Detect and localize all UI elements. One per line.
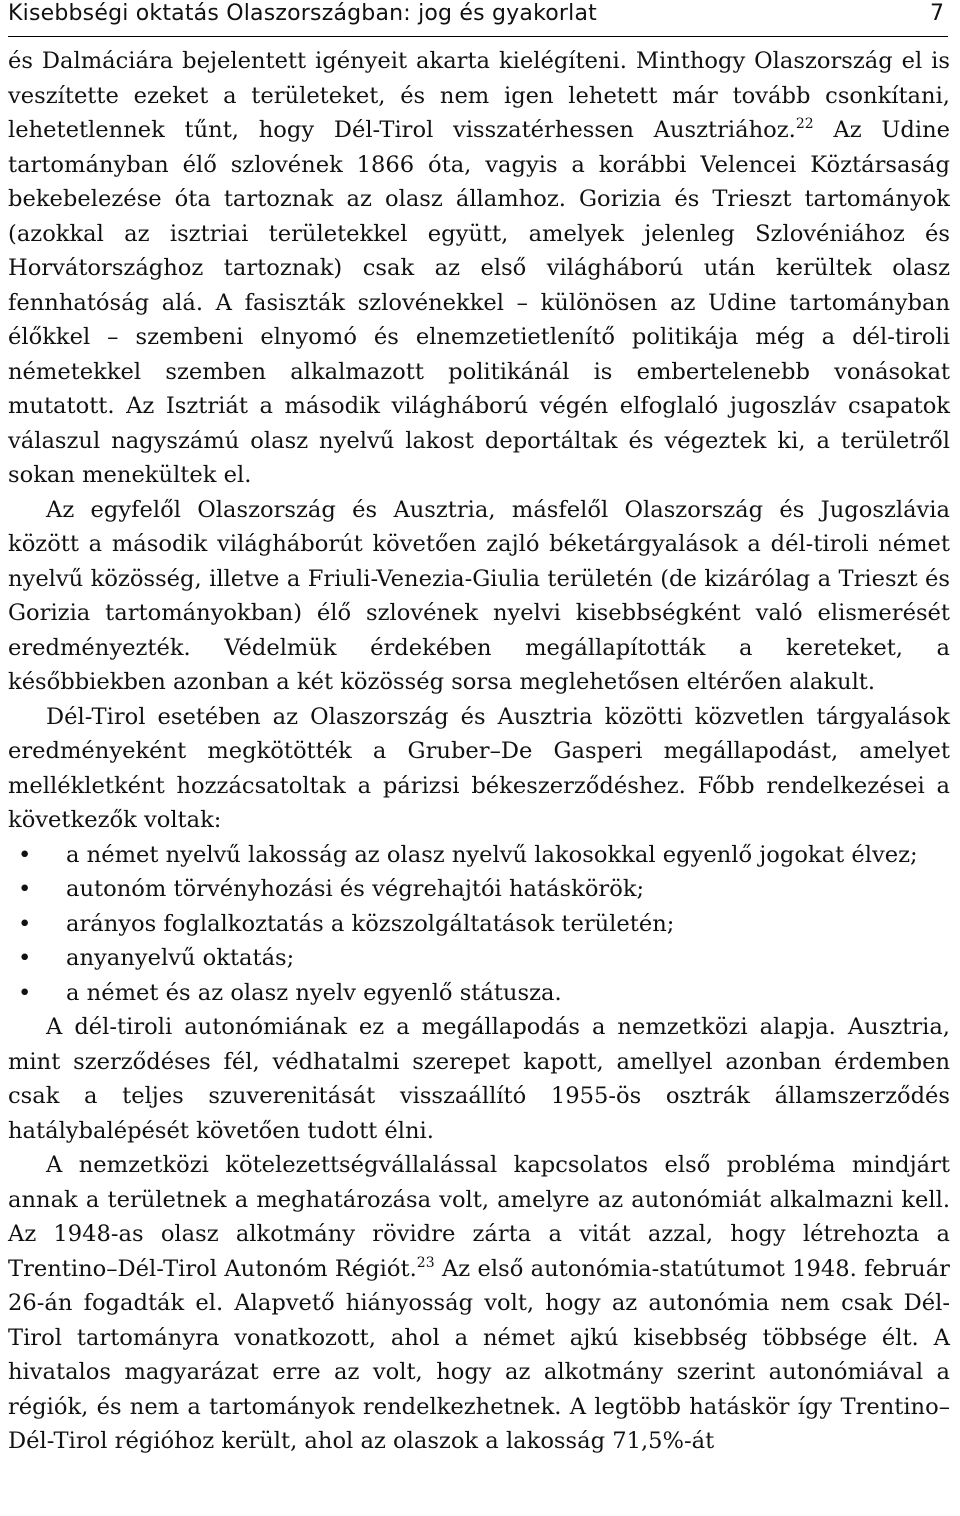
bullet-icon: • [18, 910, 32, 937]
paragraph-5-part-a: A nemzetközi kötelezettségvállalással kapcsolatos első probléma mindjárt annak a területnek a meghatározása volt, amelyre az autonómiát alkalmazni kell. Az 1948-as olasz alkotmány rövidre zárta a vitát azzal, hogy létrehozta a Trentino–Dél-Tirol Autonóm Régiót. [8, 1152, 950, 1282]
list-item-text: arányos foglalkoztatás a közszolgáltatások területén; [66, 910, 675, 937]
list-item-text: autonóm törvényhozási és végrehajtói hatáskörök; [66, 876, 645, 902]
running-title: Kisebbségi oktatás Olaszországban: jog és gyakorlat [8, 1, 597, 26]
list-item-text: a német nyelvű lakosság az olasz nyelvű lakosokkal egyenlő jogokat élvez; [66, 841, 918, 868]
provisions-list [8, 838, 950, 1011]
list-item [8, 941, 950, 976]
paragraph-1 [8, 44, 950, 493]
bullet-icon: • [18, 841, 32, 868]
list-item [8, 976, 950, 1011]
bullet-icon: • [18, 876, 32, 902]
list-item [8, 838, 950, 873]
bullet-icon: • [18, 979, 32, 1006]
paragraph-1-part-a: és Dalmáciára bejelentett igényeit akarta kielégíteni. Minthogy Olaszország el is veszítette ezeket a területeket, és nem igen lehetett már tovább csonkítani, lehetetlennek tűnt, hogy Dél-Tirol visszatérhessen Ausztriához. [8, 48, 950, 143]
list-item-text: anyanyelvű oktatás; [66, 945, 295, 971]
body-text [8, 44, 950, 1459]
page-number: 7 [930, 1, 944, 26]
paragraph-2: Az egyfelől Olaszország és Ausztria, másfelől Olaszország és Jugoszlávia között a második világháborút követően zajló béketárgyalások a dél-tiroli német nyelvű közösség, illetve a Friuli-Venezia-Giulia területén (de kizárólag a Trieszt és Gorizia tartományokban) élő szlovének nyelvi kisebbségként való elismerését eredményezték. Védelmük érdekében megállapították a kereteket, a későbbiekben azonban a két közösség sorsa meglehetősen eltérően alakult. [8, 496, 950, 695]
paragraph-5-part-b: Az első autonómia-statútumot 1948. február 26-án fogadták el. Alapvető hiányosság volt, hogy az autonómia nem csak Dél-Tirol tartományra vonatkozott, ahol a német ajkú kisebbség többsége élt. A hivatalos magyarázat erre az volt, hogy az alkotmány szerint autonómiával a régiók, és nem a tartományok rendelkezhetnek. A legtöbb hatáskör így Trentino–Dél-Tirol régióhoz került, ahol az olaszok a lakosság 71,5%-át [8, 1255, 950, 1454]
footnote-ref-23[interactable]: 23 [416, 1254, 435, 1271]
paragraph-3: Dél-Tirol esetében az Olaszország és Ausztria közötti közvetlen tárgyalások eredményeként megkötötték a Gruber–De Gasperi megállapodást, amelyet mellékletként hozzácsatoltak a párizsi békeszerződéshez. Főbb rendelkezései a következők voltak: [8, 703, 950, 833]
paragraph-4: A dél-tiroli autonómiának ez a megállapodás a nemzetközi alapja. Ausztria, mint szerződéses fél, védhatalmi szerepet kapott, amellyel azonban érdemben csak a teljes szuverenitását visszaállító 1955-ös osztrák államszerződés hatálybalépését követően tudott élni. [8, 1014, 950, 1144]
list-item-text: a német és az olasz nyelv egyenlő státusza. [66, 979, 562, 1006]
running-header [8, 0, 948, 37]
bullet-icon: • [18, 945, 32, 971]
paragraph-5 [8, 1148, 950, 1459]
list-item [8, 907, 950, 942]
list-item [8, 872, 950, 907]
footnote-ref-22[interactable]: 22 [795, 116, 814, 132]
paragraph-1-part-b: Az Udine tartományban élő szlovének 1866 óta, vagyis a korábbi Velencei Köztársaság bekebelezése óta tartoznak az olasz államhoz. Gorizia és Trieszt tartományok (azokkal az isztriai területekkel együtt, amelyek jelenleg Szlovéniához és Horvátországhoz tartoznak) csak az első világháború után kerültek olasz fennhatóság alá. A fasiszták szlovénekkel – különösen az Udine tartományban élőkkel – szembeni elnyomó és elnemzetietlenítő politikája még a dél-tiroli németekkel szemben alkalmazott politikánál is embertelenebb vonásokat mutatott. Az Isztriát a második világháború végén elfoglaló jugoszláv csapatok válaszul nagyszámú olasz nyelvű lakost deportáltak és végeztek ki, a területről sokan menekültek el. [8, 117, 950, 488]
